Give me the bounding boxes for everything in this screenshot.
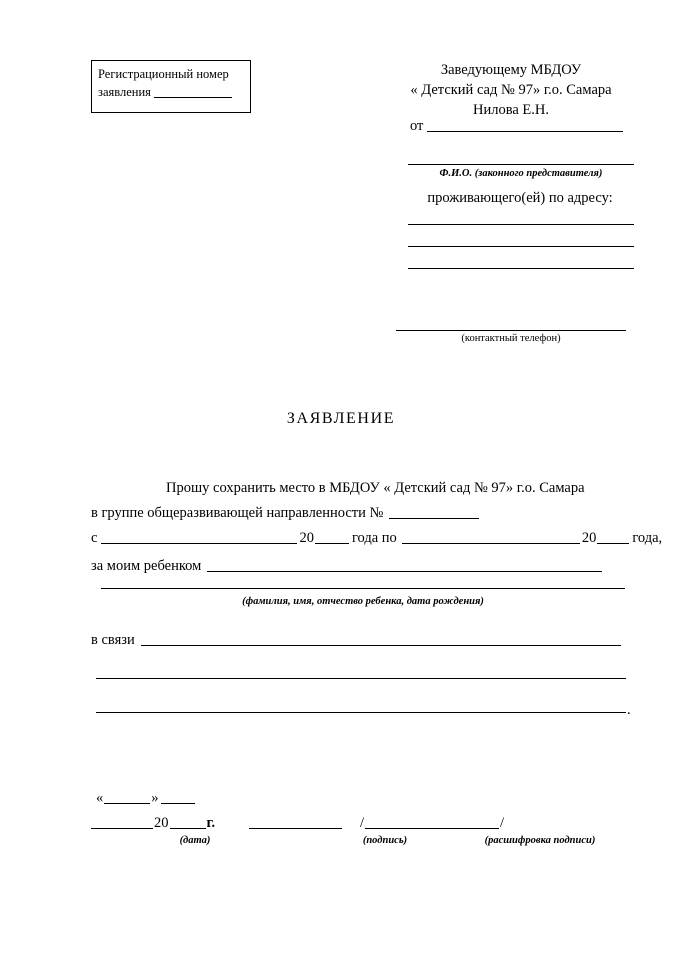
child-row	[91, 556, 636, 576]
child-name-input[interactable]	[207, 558, 602, 572]
period-from-label: с	[91, 530, 98, 546]
quote-open: «	[96, 790, 104, 806]
date-month-short-input[interactable]	[161, 790, 195, 804]
date-year-input[interactable]	[170, 815, 206, 829]
signature-decoding-input[interactable]	[365, 815, 499, 829]
applicant-from-label: от	[410, 118, 424, 134]
child-name-input-line-2[interactable]	[101, 588, 625, 589]
period-year2-input[interactable]	[597, 530, 629, 544]
request-group-row	[91, 503, 636, 523]
applicant-fio-caption: Ф.И.О. (законного представителя)	[439, 168, 603, 179]
reason-input[interactable]	[141, 632, 621, 646]
registration-number-title: Регистрационный номер	[98, 67, 229, 81]
signature-date-day-row	[96, 790, 195, 807]
addressee-line-3: Нилова Е.Н.	[472, 102, 549, 118]
address-label: проживающего(ей) по адресу:	[427, 190, 613, 206]
period-goda-2: года,	[632, 530, 663, 546]
caption-signature: (подпись)	[362, 835, 408, 846]
group-number-input[interactable]	[389, 505, 479, 519]
address-input-line-1[interactable]	[408, 224, 634, 225]
registration-number-field-row	[98, 83, 250, 101]
page-title: ЗАЯВЛЕНИЕ	[286, 410, 396, 427]
period-year2-prefix: 20	[581, 530, 597, 546]
caption-date: (дата)	[179, 835, 211, 846]
date-day-input[interactable]	[104, 790, 150, 804]
address-input-line-3[interactable]	[408, 268, 634, 269]
caption-decoding: (расшифровка подписи)	[484, 835, 596, 846]
addressee-header	[380, 60, 642, 120]
period-goda-1: года	[351, 530, 379, 546]
child-label: за моим ребенком	[91, 558, 202, 574]
signature-decoding-wrap	[360, 815, 504, 832]
contact-phone-input[interactable]	[396, 330, 626, 331]
period-to-input[interactable]	[402, 530, 580, 544]
period-to-label: по	[381, 530, 397, 546]
registration-number-input[interactable]	[154, 85, 232, 98]
group-label: в группе общеразвивающей направленности №	[91, 505, 384, 521]
addressee-line-2: « Детский сад № 97» г.о. Самара	[410, 82, 612, 98]
applicant-from-input[interactable]	[427, 118, 623, 132]
request-period-row	[91, 528, 663, 548]
period-from-input[interactable]	[101, 530, 297, 544]
applicant-fio-input[interactable]	[408, 164, 634, 165]
registration-number-label: заявления	[98, 85, 151, 99]
address-input-line-2[interactable]	[408, 246, 634, 247]
applicant-from-row	[380, 118, 642, 135]
reason-end-period: .	[627, 702, 631, 718]
date-year-prefix: 20	[154, 815, 169, 831]
period-year1-prefix: 20	[299, 530, 314, 546]
reason-input-line-2[interactable]	[96, 678, 626, 679]
child-caption: (фамилия, имя, отчество ребенка, дата рождения)	[242, 596, 484, 607]
date-month-input[interactable]	[91, 815, 153, 829]
signature-date-year-row	[91, 815, 215, 832]
request-paragraph-1: Прошу сохранить место в МБДОУ « Детский сад № 97» г.о. Самара	[166, 480, 585, 496]
signature-input[interactable]	[249, 815, 342, 829]
signature-input-wrap	[249, 815, 342, 832]
quote-close: »	[151, 790, 159, 806]
date-year-suffix: г.	[206, 815, 216, 831]
slash-left: /	[360, 815, 365, 831]
slash-right: /	[500, 815, 505, 831]
reason-row	[91, 630, 636, 650]
contact-phone-caption: (контактный телефон)	[461, 333, 561, 344]
addressee-line-1: Заведующему МБДОУ	[440, 62, 582, 78]
period-year1-input[interactable]	[315, 530, 349, 544]
reason-input-line-3[interactable]	[96, 712, 626, 713]
reason-label: в связи	[91, 632, 135, 648]
registration-number-box	[91, 60, 251, 113]
